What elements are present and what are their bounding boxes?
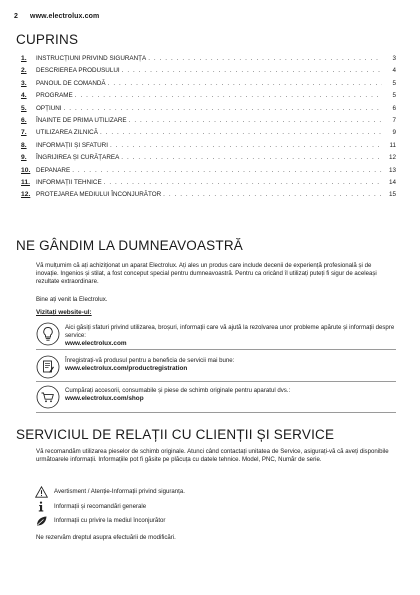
shop-row [36, 385, 396, 409]
toc-number: 2. [21, 67, 27, 75]
divider [36, 412, 396, 413]
register-form-icon [36, 355, 60, 379]
website-link[interactable]: www.electrolux.com [65, 340, 127, 348]
toc-number: 1. [21, 55, 27, 62]
toc-page: 6 [392, 104, 396, 112]
shop-text: Cumpărați accesorii, consumabile și piese de schimb originale pentru aparatul dvs.: [65, 387, 291, 394]
service-heading: SERVICIUL DE RELAȚII CU CLIENȚII ȘI SERVICE [16, 427, 335, 442]
toc-entry[interactable] [21, 104, 396, 117]
visit-website-label: Vizitați website-ul: [36, 309, 92, 316]
toc-page: 3 [392, 55, 396, 62]
toc-page: 7 [392, 116, 396, 124]
toc-title: PANOUL DE COMANDĂ [36, 79, 106, 87]
toc-entry[interactable] [21, 178, 396, 191]
registration-text: Înregistrați-vă produsul pentru a beneficia de servicii mai bune: [65, 357, 235, 364]
toc-entry[interactable] [21, 79, 396, 92]
toc-page: 9 [392, 129, 396, 137]
toc-leader [64, 105, 382, 112]
toc-number: 4. [21, 92, 27, 100]
warning-triangle-icon [34, 485, 48, 498]
toc-page: 4 [392, 67, 396, 75]
toc-page: 15 [388, 191, 396, 199]
toc-entry[interactable] [21, 154, 396, 166]
table-of-contents [21, 55, 396, 204]
toc-page: 11 [389, 141, 396, 149]
think-heading: NE GÂNDIM LA DUMNEAVOASTRĂ [16, 238, 243, 253]
toc-title: PROGRAME [36, 92, 73, 100]
toc-leader [104, 179, 382, 186]
page-number: 2 [14, 13, 18, 20]
advice-lightbulb-icon [36, 322, 60, 346]
shop-link[interactable]: www.electrolux.com/shop [65, 395, 144, 403]
shopping-cart-icon [36, 385, 60, 409]
toc-number: 8. [21, 141, 27, 149]
legend-environment-text: Informații cu privire la mediul înconjurător [54, 517, 166, 524]
toc-leader [100, 129, 382, 136]
toc-title: INSTRUCȚIUNI PRIVIND SIGURANȚA [36, 55, 147, 62]
toc-entry[interactable] [21, 67, 396, 79]
intro-paragraph: Vă mulțumim că ați achiziționat un aparat Electrolux. Ați ales un produs care include decenii de experiență profesională și de inovație. Ingenios și stilat, a fost conceput special pentru dumneavoastră. Pentru ca oricând îl utilizați puteți fi sigur de aceleași rezultate extraordinare. [36, 262, 377, 286]
toc-title: ÎNGRIJIREA ȘI CURĂȚAREA [36, 154, 120, 162]
toc-heading: CUPRINS [16, 32, 79, 47]
page-header [14, 13, 99, 20]
toc-number: 12. [21, 191, 31, 199]
toc-leader [122, 67, 382, 74]
toc-leader [163, 191, 382, 198]
info-icon [34, 500, 48, 513]
toc-leader [108, 80, 382, 87]
toc-entry[interactable] [21, 129, 396, 141]
legend-info [34, 500, 394, 513]
toc-title: OPȚIUNI [36, 104, 62, 112]
environment-leaf-icon [34, 514, 48, 527]
toc-page: 13 [388, 166, 396, 174]
legend-warning-text: Avertisment / Atenție-Informații privind siguranța. [54, 488, 185, 495]
advice-text: Aici găsiți sfaturi privind utilizarea, broșuri, informații care vă ajută la rezolvarea unor probleme apărute și informații despre service: [65, 324, 395, 340]
toc-number: 10. [21, 166, 31, 174]
toc-leader [148, 55, 382, 62]
divider [36, 381, 396, 382]
toc-page: 5 [392, 92, 396, 100]
toc-page: 14 [388, 178, 396, 186]
toc-number: 6. [21, 116, 27, 124]
toc-title: PROTEJAREA MEDIULUI ÎNCONJURĂTOR [36, 191, 162, 199]
service-paragraph: Vă recomandăm utilizarea pieselor de schimb originale. Atunci când contactați unitatea de Service, asigurați-vă că aveți disponibile următoarele informații. Informațiile pot fi găsite pe plăcuța cu datele tehnice. Model, PNC, Număr de serie. [36, 448, 389, 464]
toc-number: 9. [21, 154, 27, 162]
toc-number: 5. [21, 104, 27, 112]
registration-row [36, 355, 396, 379]
toc-number: 7. [21, 129, 27, 137]
toc-leader [129, 117, 382, 124]
toc-title: UTILIZAREA ZILNICĂ [36, 129, 98, 137]
divider [36, 349, 396, 350]
registration-link[interactable]: www.electrolux.com/productregistration [65, 365, 188, 373]
legend-info-text: Informații și recomandări generale [54, 503, 147, 510]
toc-entry[interactable] [21, 92, 396, 104]
toc-leader [75, 92, 382, 99]
toc-entry[interactable] [21, 116, 396, 129]
legend-environment [34, 514, 394, 527]
reserve-notice: Ne rezervăm dreptul asupra efectuării de modificări. [36, 534, 176, 541]
toc-title: INFORMAȚII TEHNICE [36, 178, 102, 186]
toc-page: 5 [392, 79, 396, 87]
toc-entry[interactable] [21, 141, 396, 154]
toc-title: INFORMAȚII ȘI SFATURI [36, 141, 108, 149]
toc-leader [72, 167, 382, 174]
site-url[interactable]: www.electrolux.com [30, 13, 100, 20]
toc-page: 12 [388, 154, 396, 162]
welcome-text: Bine ați venit la Electrolux. [36, 296, 108, 303]
toc-title: DEPANARE [36, 166, 71, 174]
toc-title: ÎNAINTE DE PRIMA UTILIZARE [36, 116, 127, 124]
toc-entry[interactable] [21, 55, 396, 67]
toc-leader [110, 142, 382, 149]
toc-number: 11. [21, 178, 30, 186]
toc-title: DESCRIEREA PRODUSULUI [36, 67, 120, 75]
toc-entry[interactable] [21, 191, 396, 203]
advice-row [36, 322, 396, 349]
toc-number: 3. [21, 79, 27, 87]
toc-entry[interactable] [21, 166, 396, 179]
toc-leader [121, 154, 382, 161]
legend-warning [34, 485, 394, 498]
